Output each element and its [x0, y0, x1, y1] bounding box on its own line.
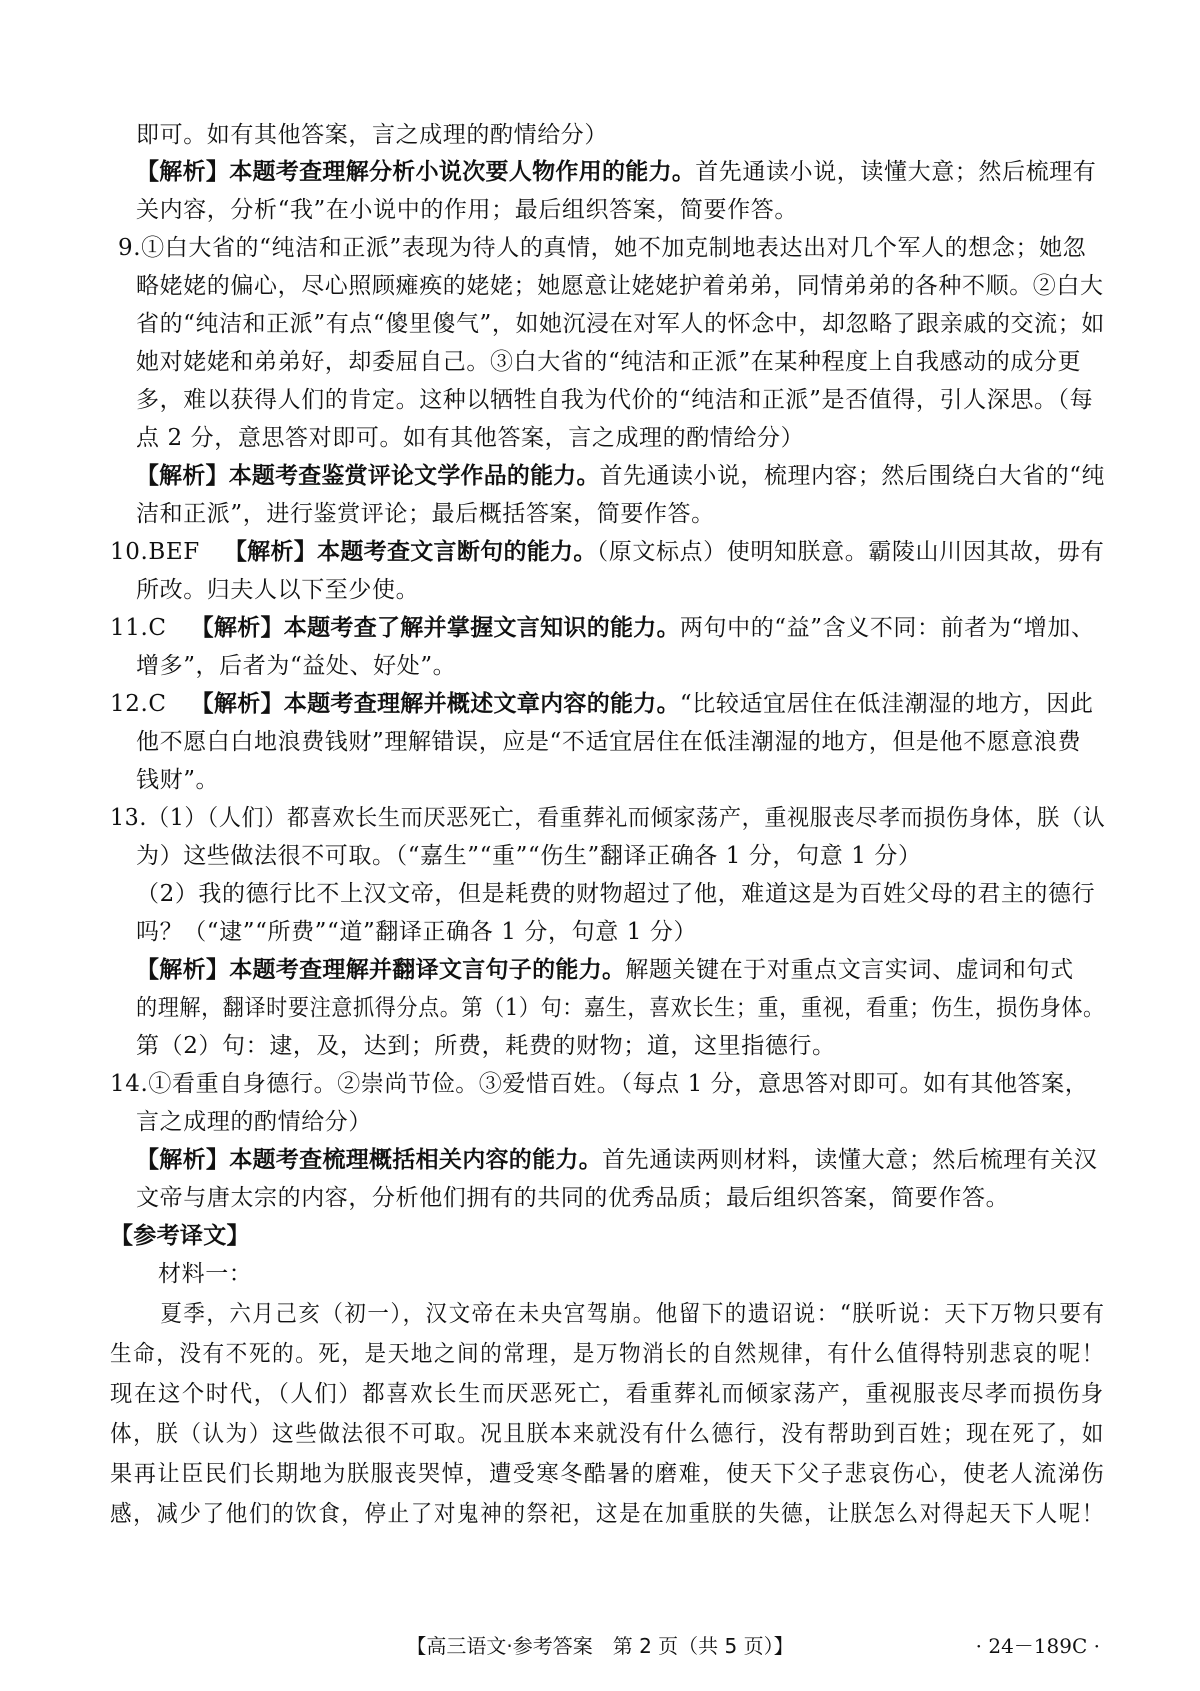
q13-text-1: （1）（人们）都喜欢长生而厌恶死亡，看重葬礼而倾家荡产，重视服丧尽孝而损伤身体，朕（认 — [146, 805, 1106, 831]
analysis-label: 【解析】 — [136, 957, 230, 983]
q9-text-1: ①白大省的“纯洁和正派”表现为待人的真情，她不加克制地表达出对几个军人的想念；她忽 — [141, 235, 1087, 261]
q9-text-4: 她对姥姥和弟弟好，却委屈自己。③白大省的“纯洁和正派”在某种程度上自我感动的成分更 — [136, 349, 1082, 375]
q13-analysis-text-3: 第（2）句：逮，及，达到；所费，耗费的财物；道，这里指德行。 — [136, 1033, 836, 1059]
q9-line-6 — [136, 421, 804, 455]
q11-line-1 — [110, 611, 1095, 645]
analysis-label: 【解析】 — [190, 691, 284, 717]
q9-analysis-line — [136, 459, 1105, 493]
q14-text-1: ①看重自身德行。②崇尚节俭。③爱惜百姓。（每点 1 分，意思答对即可。如有其他答案， — [148, 1071, 1089, 1097]
q11-text-1: 两句中的“益”含义不同：前者为“增加、 — [679, 615, 1095, 641]
q9-text-3: 省的“纯洁和正派”有点“傻里傻气”，如她沉浸在对军人的怀念中，却忽略了跟亲戚的交流；如 — [136, 311, 1105, 337]
q9-text-6: 点 2 分，意思答对即可。如有其他答案，言之成理的酌情给分） — [136, 425, 805, 451]
page-footer — [0, 1629, 1200, 1663]
translation-line: 果再让臣民们长期地为朕服丧哭悼，遭受寒冬酷暑的磨难，使天下父子悲哀伤心，使老人流涕伤 — [110, 1461, 1106, 1487]
q11-text-2: 增多”，后者为“益处、好处”。 — [136, 653, 457, 679]
q10-text-2: 所改。归夫人以下至少使。 — [136, 577, 420, 603]
q14-line-1 — [110, 1067, 1088, 1101]
q9-analysis-bold: 本题考查鉴赏评论文学作品的能力。 — [228, 463, 600, 489]
q13-text-2: 为）这些做法很不可取。（“嘉生”“重”“伤生”翻译正确各 1 分，句意 1 分） — [136, 843, 922, 869]
translation-line: 体，朕（认为）这些做法很不可取。况且朕本来就没有什么德行，没有帮助到百姓；现在死了，如 — [110, 1421, 1105, 1447]
q12-line-1 — [110, 687, 1093, 721]
q9-analysis-text: 首先通读小说，梳理内容；然后围绕白大省的“纯 — [599, 463, 1106, 489]
q11-line-2 — [136, 649, 456, 683]
footer-code: · 24－189C · — [975, 1634, 1100, 1658]
q8-analysis-line — [136, 155, 1096, 189]
translation-line: 生命，没有不死的。死，是天地之间的常理，是万物消长的自然规律，有什么值得特别悲哀的呢！ — [110, 1341, 1105, 1367]
q10-number: 10. — [110, 539, 149, 565]
analysis-label: 【解析】 — [136, 463, 229, 489]
q13-analysis-line-2 — [136, 991, 1105, 1025]
q9-number: 9. — [118, 235, 142, 261]
q9-line-3 — [136, 307, 1105, 341]
translation-line: 夏季，六月己亥（初一），汉文帝在未央宫驾崩。他留下的遗诏说：“朕听说：天下万物只要有 — [160, 1301, 1106, 1327]
q9-line-2 — [136, 269, 1104, 303]
q9-text-2: 略姥姥的偏心，尽心照顾瘫痪的姥姥；她愿意让姥姥护着弟弟，同情弟弟的各种不顺。②白大 — [136, 273, 1104, 299]
q12-text-3: 钱财”。 — [136, 767, 220, 793]
q14-analysis-bold: 本题考查梳理概括相关内容的能力。 — [229, 1147, 603, 1173]
q9-line-5 — [136, 383, 1093, 417]
q13-line-3 — [136, 877, 1095, 911]
q11-answer: C — [148, 615, 167, 641]
q12-text-2: 他不愿白白地浪费钱财”理解错误，应是“不适宜居住在低洼潮湿的地方，但是他不愿意浪费 — [136, 729, 1082, 755]
q14-analysis-text: 首先通读两则材料，读懂大意；然后梳理有关汉 — [602, 1147, 1098, 1173]
material-title: 材料一： — [158, 1261, 253, 1287]
q8-tail-line — [136, 118, 608, 152]
q12-line-3 — [136, 763, 219, 797]
q12-number: 12. — [110, 691, 149, 717]
q10-line-2 — [136, 573, 419, 607]
q14-analysis-line — [136, 1143, 1098, 1177]
q10-answer: BEF — [148, 539, 200, 565]
q13-text-4: 吗？（“逮”“所费”“道”翻译正确各 1 分，句意 1 分） — [136, 919, 698, 945]
q14-analysis-line-2 — [136, 1181, 1009, 1215]
translation-line: 现在这个时代，（人们）都喜欢长生而厌恶死亡，看重葬礼而倾家荡产，重视服丧尽孝而损伤身 — [110, 1381, 1105, 1407]
q10-line-1 — [110, 535, 1104, 569]
q11-number: 11. — [110, 615, 149, 641]
q13-analysis-bold: 本题考查理解并翻译文言句子的能力。 — [229, 957, 626, 983]
analysis-label: 【解析】 — [136, 159, 230, 185]
q8-analysis-line-2 — [136, 193, 798, 227]
q13-line-2 — [136, 839, 922, 873]
q13-line-1 — [110, 801, 1105, 835]
translation-heading: 【参考译文】 — [110, 1223, 250, 1249]
q14-analysis-text-2: 文帝与唐太宗的内容，分析他们拥有的共同的优秀品质；最后组织答案，简要作答。 — [136, 1185, 1010, 1211]
q12-line-2 — [136, 725, 1081, 759]
q13-analysis-text-2: 的理解，翻译时要注意抓得分点。第（1）句：嘉生，喜欢长生；重，重视，看重；伤生，损伤身体。 — [136, 995, 1105, 1021]
q12-answer: C — [148, 691, 167, 717]
q9-text-5: 多，难以获得人们的肯定。这种以牺牲自我为代价的“纯洁和正派”是否值得，引人深思。（每 — [136, 387, 1094, 413]
q13-text-3: （2）我的德行比不上汉文帝，但是耗费的财物超过了他，难道这是为百姓父母的君主的德行 — [136, 881, 1096, 907]
q9-line-1 — [118, 231, 1086, 265]
q14-number: 14. — [110, 1071, 149, 1097]
q11-analysis-bold: 本题考查了解并掌握文言知识的能力。 — [283, 615, 680, 641]
footer-page-info: 【高三语文·参考答案 第 2 页（共 5 页）】 — [406, 1634, 794, 1658]
q8-analysis-text: 首先通读小说，读懂大意；然后梳理有 — [695, 159, 1097, 185]
q13-analysis-line — [136, 953, 1074, 987]
q12-text-1: “比较适宜居住在低洼潮湿的地方，因此 — [679, 691, 1094, 717]
q13-analysis-text: 解题关键在于对重点文言实词、虚词和句式 — [625, 957, 1074, 983]
q14-line-2 — [136, 1105, 372, 1139]
analysis-label: 【解析】 — [136, 1147, 230, 1173]
translation-line: 感，减少了他们的饮食，停止了对鬼神的祭祀，这是在加重朕的失德，让朕怎么对得起天下人呢！ — [110, 1501, 1105, 1527]
q13-analysis-line-3 — [136, 1029, 836, 1063]
q9-analysis-line-2 — [136, 497, 715, 531]
q8-analysis-bold: 本题考查理解分析小说次要人物作用的能力。 — [229, 159, 696, 185]
analysis-label: 【解析】 — [190, 615, 284, 641]
q9-analysis-text-2: 洁和正派”，进行鉴赏评论；最后概括答案，简要作答。 — [136, 501, 715, 527]
q10-text-1: （原文标点）使明知朕意。霸陵山川因其故，毋有 — [596, 539, 1105, 565]
q9-line-4 — [136, 345, 1081, 379]
q12-analysis-bold: 本题考查理解并概述文章内容的能力。 — [283, 691, 680, 717]
q8-tail-text: 即可。如有其他答案，言之成理的酌情给分） — [136, 122, 608, 148]
q14-text-2: 言之成理的酌情给分） — [136, 1109, 372, 1135]
q13-line-4 — [136, 915, 697, 949]
q10-analysis-bold: 本题考查文言断句的能力。 — [317, 539, 597, 565]
analysis-label: 【解析】 — [223, 539, 318, 565]
q13-number: 13. — [110, 805, 147, 831]
q8-analysis-text-2: 关内容，分析“我”在小说中的作用；最后组织答案，简要作答。 — [136, 197, 798, 223]
